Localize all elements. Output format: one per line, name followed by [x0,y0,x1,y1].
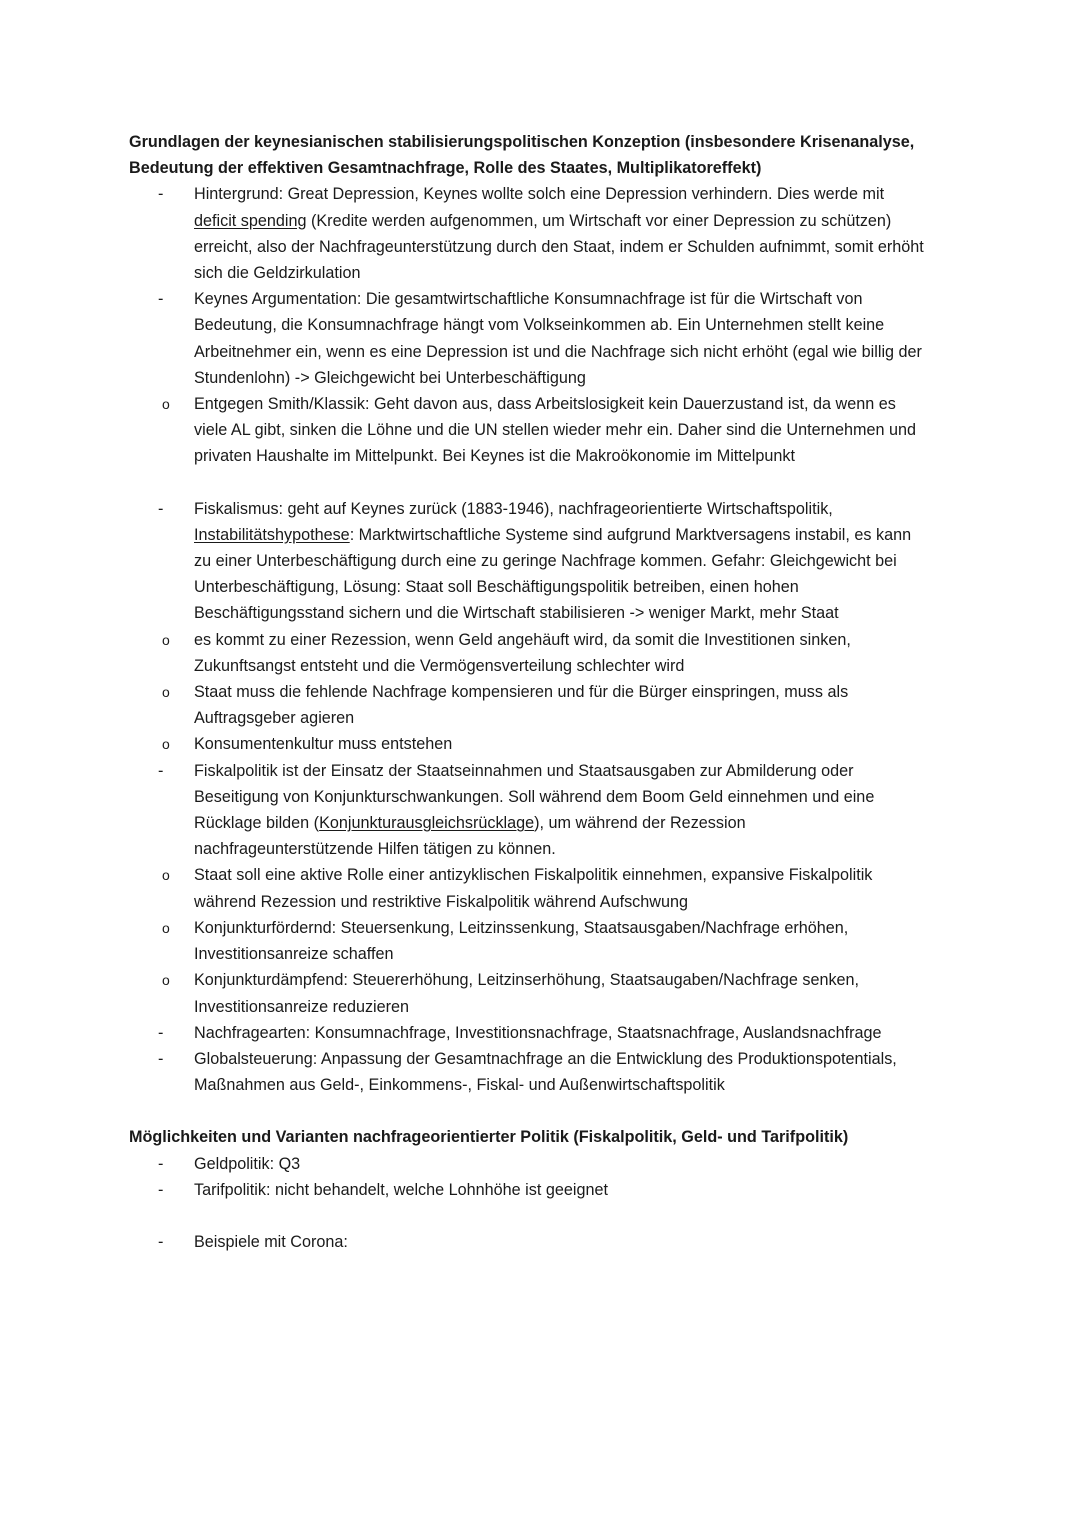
dash-bullet: - [158,1180,164,1199]
list-item-nachfragearten [129,1020,929,1046]
list-item-beispiele-corona [129,1229,929,1255]
sub-item-text: Konjunkturfördernd: Steuersenkung, Leitzinssenkung, Staatsausgaben/Nachfrage erhöhen, Investitionsanreize schaffen [194,918,849,964]
sub-item-text: es kommt zu einer Rezession, wenn Geld angehäuft wird, da somit die Investitionen sinken, Zukunftsangst entsteht und die Vermögensverteilung schlechter wird [194,630,851,675]
dash-bullet: - [158,1049,164,1068]
spacer [129,1203,929,1229]
sublist [129,627,929,758]
section1-list [129,181,929,469]
sub-item-text: Staat soll eine aktive Rolle einer antizyklischen Fiskalpolitik einnehmen, expansive Fiskalpolitik während Rezession und restriktive Fiskalpolitik während Aufschwung [194,866,873,911]
sub-item-smith-klassik [129,391,929,470]
circle-bullet: o [162,736,170,753]
item-text: (Kredite werden aufgenommen, um Wirtschaft vor einer Depression zu schützen) erreicht, also der Nachfrageunterstützung durch den Staat, indem er Schulden aufnimmt, somit erhöht sich die Geldzirkulation [194,211,924,283]
item-text: Tarifpolitik: nicht behandelt, welche Lohnhöhe ist geeignet [194,1180,608,1199]
section-heading-nachfrageorientierte-politik: Möglichkeiten und Varianten nachfrageorientierter Politik (Fiskalpolitik, Geld- und Tarifpolitik) [129,1128,849,1147]
list-item-tarifpolitik [129,1177,929,1203]
sublist [129,391,929,470]
sub-item-konjunkturfoerdernd [129,915,929,967]
dash-bullet: - [158,1023,164,1042]
spacer [129,1098,929,1124]
section2-list [129,1151,929,1203]
dash-bullet: - [158,1154,164,1173]
sub-item-antizyklisch [129,862,929,914]
item-text: Globalsteuerung: Anpassung der Gesamtnachfrage an die Entwicklung des Produktionspotentials, Maßnahmen aus Geld-, Einkommens-, Fiskal- und Außenwirtschaftspolitik [194,1049,897,1095]
item-text: Hintergrund: Great Depression, Keynes wollte solch eine Depression verhindern. Dies werde mit [194,185,885,204]
underlined-term-konjunkturausgleichsruecklage: Konjunkturausgleichsrücklage [319,814,535,833]
dash-bullet: - [158,761,164,780]
section-heading-keynes: Grundlagen der keynesianischen stabilisierungspolitischen Konzeption (insbesondere Krisenanalyse, Bedeutung der effektiven Gesamtnachfrage, Rolle des Staates, Multiplikatoreffekt) [129,133,915,178]
circle-bullet: o [162,972,170,989]
sub-item-text: Konjunkturdämpfend: Steuererhöhung, Leitzinserhöhung, Staatsaugaben/Nachfrage senken, Investitionsanreize reduzieren [194,971,860,1016]
circle-bullet: o [162,631,170,648]
sublist [129,862,929,1019]
sub-item-text: Entgegen Smith/Klassik: Geht davon aus, dass Arbeitslosigkeit kein Dauerzustand ist, da wenn es viele AL gibt, sinken die Löhne und die UN stellen wieder mehr ein. Daher sind die Unternehmen und privaten Haushalte im Mittelpunkt. Bei Keynes ist die Makroökonomie im Mittelpunkt [194,395,916,466]
item-text: Fiskalismus: geht auf Keynes zurück (1883-1946), nachfrageorientierte Wirtschaftspolitik, [194,499,833,518]
section1-list-continued [129,496,929,1099]
list-item-geldpolitik [129,1151,929,1177]
dash-bullet: - [158,499,164,518]
underlined-term-instabilitaetshypothese: Instabilitätshypothese [194,525,350,544]
list-item-fiskalismus [129,496,929,758]
sub-item-rezession [129,627,929,679]
sub-item-staat-kompensiert [129,679,929,731]
dash-bullet: - [158,290,164,309]
list-item-hintergrund [129,181,929,286]
section2-list-continued [129,1229,929,1255]
sub-item-konsumentenkultur [129,731,929,757]
dash-bullet: - [158,185,164,204]
underlined-term-deficit-spending: deficit spending [194,211,307,230]
item-text: Fiskalpolitik ist der Einsatz der Staatseinnahmen und Staatsausgaben zur Abmilderung oder Beseitigung von Konjunkturschwankungen. Soll während dem Boom Geld einnehmen und eine Rücklage bilden ( [194,761,875,833]
item-text: : Marktwirtschaftliche Systeme sind aufgrund Marktversagens instabil, es kann zu einer Unterbeschäftigung durch eine zu geringe Nachfrage kommen. Gefahr: Gleichgewicht bei Unterbeschäftigung, Lösung: Staat soll Beschäftigungspolitik betreiben, einen hohen Beschäftigungsstand sichern und die Wirtschaft stabilisieren -> weniger Markt, mehr Staat [194,525,912,623]
circle-bullet: o [162,867,170,884]
list-item-keynes-argumentation [129,286,929,469]
sub-item-text: Staat muss die fehlende Nachfrage kompensieren und für die Bürger einspringen, muss als Auftragsgeber agieren [194,683,849,728]
circle-bullet: o [162,919,170,936]
item-text: ), um während der Rezession nachfrageunterstützende Hilfen tätigen zu können. [194,814,746,859]
item-text: Beispiele mit Corona: [194,1232,348,1251]
circle-bullet: o [162,684,170,701]
circle-bullet: o [162,396,170,413]
sub-item-konjunkturdaempfend [129,967,929,1019]
document-content [129,129,929,1255]
dash-bullet: - [158,1232,164,1251]
list-item-globalsteuerung [129,1046,929,1098]
item-text: Keynes Argumentation: Die gesamtwirtschaftliche Konsumnachfrage ist für die Wirtschaft von Bedeutung, die Konsumnachfrage hängt vom Volkseinkommen ab. Ein Unternehmen stellt keine Arbeitnehmer ein, wenn es eine Depression ist und die Nachfrage sich nicht erhöht (egal wie billig der Stundenlohn) -> Gleichgewicht bei Unterbeschäftigung [194,290,922,387]
sub-item-text: Konsumentenkultur muss entstehen [194,735,453,754]
list-item-fiskalpolitik [129,758,929,1020]
item-text: Nachfragearten: Konsumnachfrage, Investitionsnachfrage, Staatsnachfrage, Auslandsnachfrage [194,1023,882,1042]
item-text: Geldpolitik: Q3 [194,1154,301,1173]
spacer [129,470,929,496]
